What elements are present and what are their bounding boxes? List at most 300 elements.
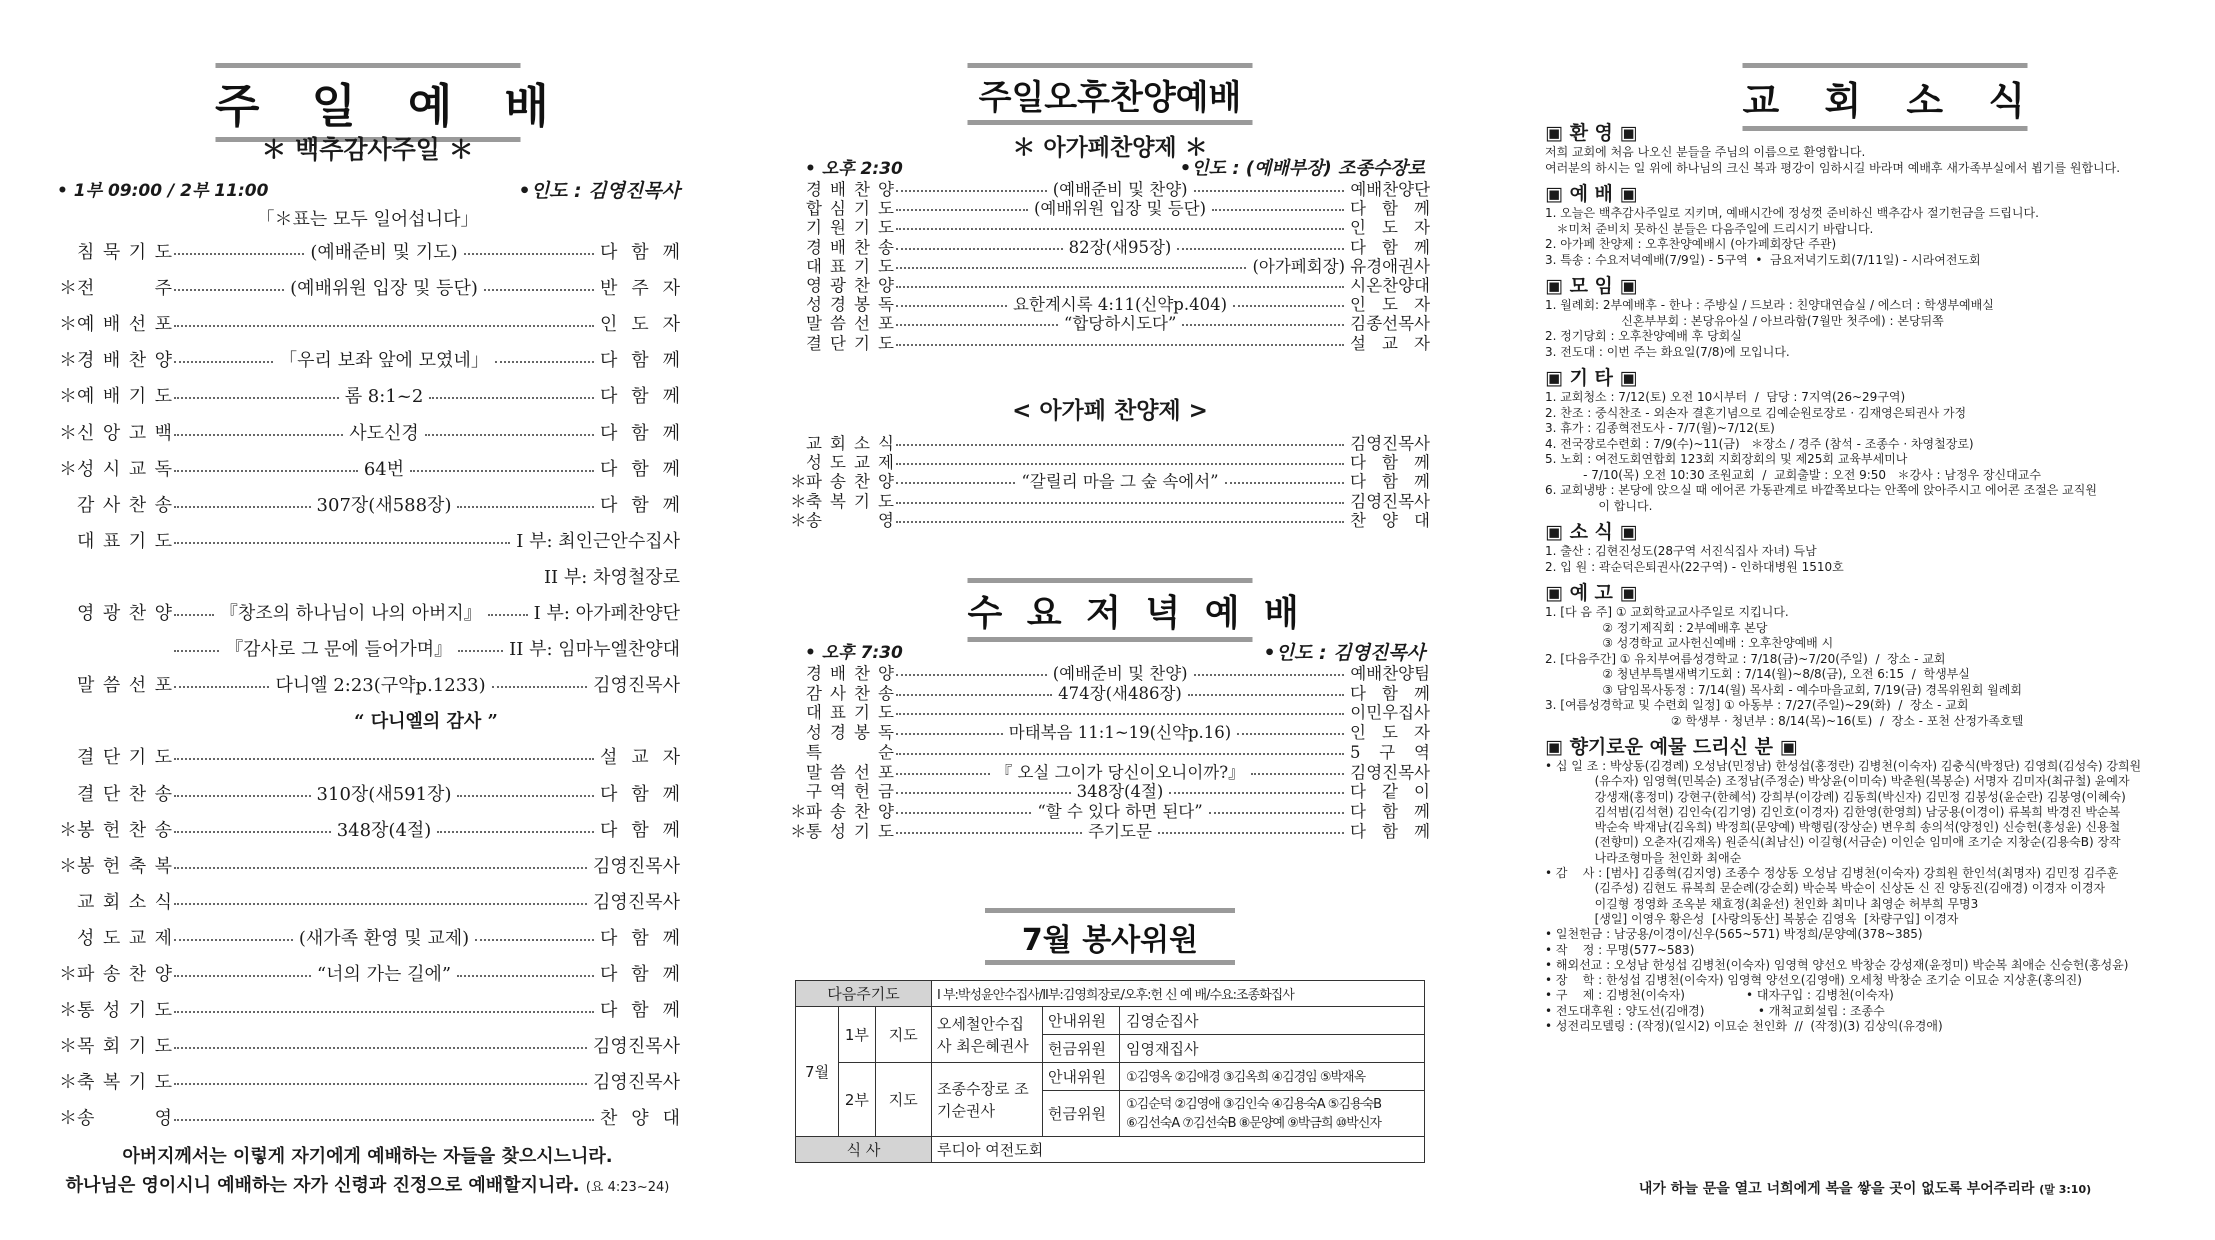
news-line: 2. 입 원 : 곽순덕은퇴권사(22구역) - 인하대병원 1510호 (1545, 559, 1844, 574)
row-label: 특 순 (806, 742, 894, 762)
news-line: • 성전리모델링 : (작정)(일시2) 이묘순 천인화 // (작정)(3) 김상익(유경애) (1545, 1019, 1943, 1034)
news-section (1545, 271, 2185, 360)
news-line: 이 합니다. (1545, 498, 1653, 513)
dot-leader (174, 975, 311, 977)
money-1: 임영재집사 (1126, 1040, 1199, 1058)
row-person: 김영진목사 (1350, 491, 1430, 511)
row-label: 구 역 헌 금 (806, 782, 894, 802)
row-person: (아가페회장) 유경애권사 (1252, 256, 1430, 276)
row-person: 다 같 이 (1350, 782, 1430, 802)
row-detail: 다니엘 2:23(구약p.1233) (275, 675, 486, 697)
row-person: 다 함 께 (600, 386, 680, 408)
dot-leader (896, 267, 1246, 269)
row-detail: 310장(새591장) (316, 783, 452, 805)
row-person: 찬 양 대 (600, 1108, 680, 1130)
row-label: 결 단 찬 송 (77, 783, 172, 805)
dot-leader (174, 506, 311, 508)
row-label: 대 표 기 도 (806, 703, 894, 723)
service-times: • 1부 09:00 / 2부 11:00 (57, 181, 269, 201)
row-detail: “갈릴리 마을 그 숲 속에서” (1021, 472, 1219, 492)
part2-money (1043, 1091, 1425, 1137)
news-section (1545, 179, 2185, 268)
row-label: 경 배 찬 양 (806, 664, 894, 683)
row-label: 예 배 선 포 (77, 314, 172, 336)
volunteers-title: 7월 봉사위원 (985, 908, 1235, 965)
row-label: 경 배 찬 양 (77, 350, 172, 372)
afternoon-subtitle: ＊ 아가페찬양제 ＊ (1012, 135, 1208, 161)
row-detail: 『감사로 그 문에 들어가며』 (225, 639, 453, 661)
news-line: 4. 전국장로수련회 : 7/9(수)~11(금) ＊장소 / 경주 (참석 - 조종수 · 차영철장로) (1545, 436, 1974, 451)
dot-leader (457, 975, 594, 977)
order-row (55, 816, 680, 842)
news-heading: ▣ 예 고 ▣ (1545, 582, 1638, 604)
row-label: 결 단 기 도 (77, 747, 172, 769)
row-person: 다 함 께 (600, 494, 681, 516)
news-line: • 장 학 : 한성섭 김병천(이숙자) 임영혁 양선오(김영애) 오세청 박창순 조기순 이묘순 지상훈(홍의진) (1545, 973, 2082, 988)
order-row (55, 599, 680, 625)
news-line: • 해외선교 : 오성남 한성섭 김병천(이숙자) 임영혁 양선오 박창순 강성재(윤정미) 박순복 최애순 신승헌(홍성윤) (1545, 957, 2129, 972)
verse-line-2 (55, 1171, 680, 1197)
row-person: 김영진목사 (593, 1072, 680, 1094)
news-section (1545, 517, 2185, 575)
row-person: 반 주 자 (600, 278, 681, 300)
row-person: 다 함 께 (600, 350, 680, 372)
row-detail: 마태복음 11:1~19(신약p.16) (1008, 723, 1232, 743)
news-line: 김석범(김석현) 김인숙(김기영) 김인호(이경자) 김한영(한영희) 남궁용(이경이) 류복희 박경진 박순복 (1545, 804, 2121, 819)
row-label: 침 묵 기 도 (77, 242, 172, 263)
dot-leader (174, 831, 331, 833)
news-line: • 감 사 : [범사] 김종혁(김지영) 조종수 정상동 오성남 김병천(이숙자) 강희원 한인석(최명자) 김민정 김주훈 (1545, 866, 2119, 881)
dot-leader (174, 253, 304, 255)
church-news-title: 교 회 소 식 (1743, 63, 2028, 131)
dot-leader (1212, 209, 1344, 211)
row-person: 인 도 자 (600, 314, 680, 336)
dot-leader (174, 542, 510, 544)
dot-leader (174, 758, 594, 760)
news-line: ③ 담임목사동정 : 7/14(월) 목사회 - 예수마을교회, 7/19(금) 경목위원회 월례회 (1545, 682, 2022, 697)
dot-leader (896, 753, 1344, 755)
guide2-names: 조종수장로 조기순권사 (932, 1063, 1043, 1137)
row-label: 감 사 찬 송 (806, 683, 894, 703)
news-line: 여러분의 하시는 일 위에 하나님의 크신 복과 평강이 임하시길 바라며 예배후 새가족부실에서 뵙기를 원합니다. (1545, 160, 2121, 175)
afternoon-time: • 오후 2:30 (805, 159, 903, 179)
row-person: 다 함 께 (600, 1000, 680, 1022)
row-person: 김영진목사 (1350, 434, 1430, 453)
money-2-names (1120, 1093, 1387, 1135)
row-detail: “너의 가는 길에” (316, 964, 452, 985)
dot-leader (484, 289, 594, 291)
row-star: ＊ (790, 801, 807, 821)
dot-leader (1251, 773, 1345, 775)
row-detail: 474장(새486장) (1058, 683, 1182, 703)
order-row (55, 888, 680, 914)
row-label: 교 회 소 식 (806, 434, 894, 453)
row-detail: (예배준비 및 찬양) (1052, 180, 1188, 199)
order-row (55, 743, 680, 769)
row-person: 다 함 께 (600, 819, 681, 841)
part1-money (1043, 1035, 1425, 1063)
row-star: ＊ (790, 491, 807, 511)
volunteers-table (795, 980, 1425, 1163)
news-line: 1. 월례회: 2부예배후 - 한나 : 주방실 / 드보라 : 친양대연습실 / 에스더 : 학생부예배실 (1545, 298, 1994, 312)
row-person: II 부: 임마누엘찬양대 (509, 639, 681, 661)
row-person: 시온찬양대 (1350, 276, 1430, 295)
row-detail: 주기도문 (1088, 821, 1152, 841)
verse-text: 하나님은 영이시니 예배하는 자가 신령과 진정으로 예배할지니라. (65, 1175, 580, 1196)
guide2-label: 지도 (875, 1063, 931, 1137)
row-label: 기 원 기 도 (806, 218, 894, 238)
row-label: 교 회 소 식 (77, 891, 172, 913)
row-person: 다 함 께 (600, 458, 681, 480)
row-person: 김영진목사 (1350, 762, 1430, 782)
row-label: 감 사 찬 송 (77, 494, 172, 516)
closing-verse: 내가 하늘 문을 열고 너희에게 복을 쌓을 곳이 없도록 부어주리라 (1638, 1181, 2035, 1197)
dot-leader (174, 1119, 594, 1121)
order-row (55, 238, 680, 264)
row-person: 예배찬양단 (1350, 180, 1431, 199)
order-row (790, 330, 1430, 354)
news-line: 이길형 정영화 조옥분 채효정(최윤선) 천인화 최미나 최영순 허부희 무명3 (1545, 896, 1979, 911)
dot-leader (896, 482, 1015, 484)
row-label: 목 회 기 도 (77, 1036, 172, 1058)
row-label: 전 주 (77, 278, 172, 300)
news-line: ② 청년부특별새벽기도회 : 7/14(월)~8/8(금), 오전 6:15 / 학생부실 (1545, 667, 1970, 681)
dot-leader (495, 361, 594, 363)
order-row (55, 852, 680, 878)
news-line: • 일천헌금 : 남궁용/이경이/신우(565~571) 박정희/문양예(378~385) (1545, 927, 1923, 942)
row-label: 성 시 교 독 (77, 458, 172, 480)
row-person: 다 함 께 (600, 927, 681, 949)
dot-leader (896, 228, 1344, 230)
order-row (790, 818, 1430, 842)
news-line: 3. 전도대 : 이번 주는 화요일(7/8)에 모입니다. (1545, 344, 1790, 359)
dot-leader (174, 361, 273, 363)
row-person: 예배찬양팀 (1350, 664, 1431, 683)
row-star: ＊ (59, 855, 77, 877)
row-star: ＊ (59, 314, 77, 336)
row-person: 다 함 께 (600, 783, 681, 805)
news-line: 2. 정기당회 : 오후찬양예배 후 당회실 (1545, 329, 1742, 343)
month-cell: 7월 (796, 1007, 839, 1137)
row-label: 축 복 기 도 (806, 491, 894, 511)
news-line: ② 학생부 · 청년부 : 8/14(목)~16(토) / 장소 - 포천 산정가족호텔 (1545, 713, 2024, 728)
dot-leader (896, 832, 1082, 834)
row-label: 결 단 기 도 (806, 333, 894, 353)
order-row (55, 346, 680, 372)
dot-leader (174, 614, 214, 616)
dot-leader (896, 713, 1344, 715)
money-label-1: 헌금위원 (1043, 1035, 1120, 1062)
news-section (1545, 118, 2185, 176)
news-line: 6. 교회냉방 : 본당에 앉으실 때 에어콘 가동관계로 바깥쪽보다는 안쪽에 앉아주시고 에어콘 조절은 교직원 (1545, 483, 2097, 497)
dot-leader (174, 903, 587, 905)
dot-leader (429, 397, 594, 399)
row-label: 말 씀 선 포 (806, 762, 894, 782)
row-detail: 『창조의 하나님이 나의 아버지』 (219, 603, 482, 624)
order-row (55, 1032, 680, 1058)
row-detail: (예배준비 및 찬양) (1052, 664, 1188, 683)
row-person: 다 함 께 (1350, 237, 1430, 257)
order-row (790, 507, 1430, 531)
verse-ref: (요 4:23~24) (585, 1180, 670, 1195)
row-star: ＊ (790, 821, 807, 841)
usher-label-1: 안내위원 (1043, 1007, 1120, 1034)
stand-note: 「＊표는 모두 일어섭니다」 (256, 209, 479, 230)
order-row (55, 996, 680, 1022)
news-line: 저희 교회에 처음 나오신 분들을 주님의 이름으로 환영합니다. (1545, 145, 1866, 159)
dot-leader (174, 289, 284, 291)
order-row (55, 382, 680, 408)
news-heading: ▣ 소 식 ▣ (1545, 521, 1638, 543)
order-row (55, 671, 680, 697)
row-person: 다 함 께 (1350, 453, 1430, 473)
dot-leader (1158, 832, 1344, 834)
row-detail: 「우리 보좌 앞에 모였네」 (279, 350, 489, 372)
row-label: 성 경 봉 독 (806, 295, 894, 315)
dot-leader (1209, 812, 1344, 814)
news-line: • 전도대후원 : 양도선(김애경) • 개척교회설립 : 조종수 (1545, 1003, 1885, 1018)
news-line: ＊미처 준비치 못하신 분들은 다음주일에 드리시기 바랍니다. (1545, 221, 1874, 236)
row-label: 파 송 찬 양 (77, 964, 172, 985)
row-person: 다 함 께 (1350, 683, 1430, 703)
dot-leader (174, 397, 339, 399)
row-star: ＊ (59, 1072, 77, 1094)
dot-leader (437, 831, 594, 833)
dot-leader (896, 190, 1047, 192)
meal-value: 루디아 여전도회 (932, 1137, 1425, 1163)
news-heading: ▣ 기 타 ▣ (1545, 367, 1638, 389)
row-star: ＊ (790, 472, 807, 492)
dot-leader (1194, 674, 1345, 676)
news-line: (전향미) 오춘자(김재옥) 원준식(최남신) 이길형(서금순) 이인순 임미애 조기순 지창순(김용숙B) 장작 (1545, 835, 2121, 850)
dot-leader (1225, 482, 1344, 484)
news-line: 신혼부부회 : 본당유아실 / 아브라함(7월만 첫주에) : 본당뒤쪽 (1545, 313, 1944, 328)
news-line: 1. 오늘은 백추감사주일로 지키며, 예배시간에 정성껏 준비하신 백추감사 절기헌금을 드립니다. (1545, 206, 2039, 220)
row-label: 축 복 기 도 (77, 1072, 172, 1094)
row-person: 다 함 께 (600, 422, 680, 444)
row-person: 5 구 역 (1350, 742, 1430, 762)
news-line: • 십 일 조 : 박상동(김경례) 오성남(민정남) 한성섭(홍정란) 김병천(이숙자) 김충식(박정단) 김영희(김성숙) 강희원 (1545, 759, 2142, 773)
row-person: 인 도 자 (1350, 723, 1430, 743)
row-person: 김영진목사 (593, 891, 680, 913)
dot-leader (1182, 324, 1344, 326)
row-detail: 348장(4절) (336, 819, 432, 841)
row-person: 이민우집사 (1350, 703, 1430, 723)
row-person: 김영진목사 (593, 675, 681, 697)
row-star: ＊ (59, 278, 77, 300)
row-label: 신 앙 고 백 (77, 422, 172, 444)
row-label: 성 도 교 제 (77, 927, 172, 949)
dot-leader (457, 506, 594, 508)
news-line: 1. 교회청소 : 7/12(토) 오전 10시부터 / 담당 : 7지역(26~29구역) (1545, 390, 1906, 404)
order-row (55, 419, 680, 445)
news-line: (유수자) 임영혁(민복순) 조정남(주정순) 박상윤(이미숙) 박춘원(복봉순) 서명자 김미자(최규철) 윤예자 (1545, 774, 2130, 789)
row-detail: (새가족 환영 및 교제) (298, 927, 470, 949)
row-label: 예 배 기 도 (77, 386, 172, 408)
usher-2: ①김영옥 ②김애경 ③김옥희 ④김경임 ⑤박재옥 (1126, 1070, 1366, 1085)
dot-leader (174, 1083, 587, 1085)
row-label: 봉 헌 찬 송 (77, 819, 172, 841)
dot-leader (896, 773, 990, 775)
dot-leader (1169, 792, 1344, 794)
news-line: 3. 특송 : 수요저녁예배(7/9일) - 5구역 • 금요저녁기도회(7/11일) - 시라여전도회 (1545, 252, 1981, 267)
news-heading: ▣ 환 영 ▣ (1545, 122, 1638, 144)
row-star: ＊ (59, 1108, 77, 1130)
dot-leader (896, 286, 1344, 288)
news-section (1545, 363, 2185, 514)
dot-leader (425, 434, 594, 436)
closing-ref: (말 3:10) (2039, 1183, 2092, 1196)
row-person: 인 도 자 (1350, 295, 1431, 315)
row-label: 대 표 기 도 (77, 530, 172, 552)
row-detail: 롬 8:1~2 (344, 386, 424, 408)
dot-leader (896, 674, 1047, 676)
order-row (55, 563, 680, 589)
next-prayer-label: 다음주기도 (796, 981, 932, 1007)
dot-leader (174, 434, 343, 436)
usher-1: 김영순집사 (1126, 1012, 1199, 1030)
wednesday-service-title: 수 요 저 녁 예 배 (968, 578, 1253, 642)
news-line: 2. [다음주간] ① 유치부여름성경학교 : 7/18(금)~7/20(주일) / 장소 - 교회 (1545, 651, 1946, 666)
next-prayer-value: I 부:박성윤안수집사/II부:김영희장로/오후:헌 신 예 배/수요:조종화집사 (932, 981, 1425, 1007)
dot-leader (1177, 248, 1344, 250)
row-person: 김영진목사 (593, 1036, 680, 1058)
row-person: I 부: 최인근안수집사 (516, 530, 680, 552)
afternoon-leader: •인도 : (예배부장) 조종수장로 (1179, 158, 1425, 179)
order-row (55, 707, 680, 733)
row-detail: “합당하시도다” (1063, 314, 1177, 334)
row-star: ＊ (59, 1000, 77, 1022)
news-line: - 7/10(목) 오전 10:30 조원교회 / 교회출발 : 오전 9:50 ＊강사 : 남정우 장신대교수 (1545, 467, 2041, 482)
row-label: 봉 헌 축 복 (77, 855, 172, 877)
row-person: 설 교 자 (1350, 333, 1430, 353)
part2-usher (1043, 1063, 1425, 1091)
row-person: 인 도 자 (1350, 218, 1430, 238)
news-line: 2. 아가페 찬양제 : 오후찬양예배시 (아가페회장단 주관) (1545, 237, 1837, 251)
part1-cell: 1부 (839, 1007, 875, 1063)
news-heading: ▣ 모 임 ▣ (1545, 275, 1638, 297)
row-detail: (예배준비 및 기도) (310, 242, 458, 263)
row-person: 찬 양 대 (1350, 510, 1430, 530)
order-row (55, 491, 680, 517)
verse-line-1: 아버지께서는 이렇게 자기에게 예배하는 자들을 찾으시느니라. (122, 1146, 613, 1167)
dot-leader (174, 867, 587, 869)
row-person: 다 함 께 (600, 964, 680, 985)
news-line: 1. [다 음 주] ① 교회학교교사주일로 지킵니다. (1545, 605, 1789, 619)
dot-leader (174, 1047, 587, 1049)
order-row (55, 780, 680, 806)
news-line: • 작 정 : 무명(577~583) (1545, 942, 1695, 957)
row-label: 경 배 찬 송 (806, 237, 894, 257)
money-2b: ⑥김선숙A ⑦김선숙B ⑧문양예 ⑨박금희 ⑩박신자 (1126, 1115, 1381, 1131)
row-person: 김종선목사 (1350, 314, 1430, 334)
row-label: 통 성 기 도 (77, 1000, 172, 1022)
news-line: 박순숙 박재남(김옥희) 박정희(문양예) 박행림(장상순) 변우희 송의석(양정인) 신승헌(홍성윤) 신용철 (1545, 820, 2121, 835)
dot-leader (896, 305, 1007, 307)
dot-leader (174, 939, 293, 941)
dot-leader (896, 812, 1031, 814)
row-person: II 부: 차영철장로 (543, 566, 680, 588)
row-detail: (예배위원 입장 및 등단) (1033, 199, 1207, 219)
news-line: • 구 제 : 김병천(이숙자) • 대자구입 : 김병천(이숙자) (1545, 988, 1894, 1003)
row-detail: 『 오실 그이가 당신이오니이까?』 (995, 762, 1245, 782)
dot-leader (896, 324, 1058, 326)
news-heading: ▣ 향기로운 예물 드리신 분 ▣ (1545, 736, 1798, 758)
row-label: 성 경 봉 독 (806, 723, 894, 743)
row-person: 다 함 께 (1350, 472, 1430, 492)
dot-leader (492, 686, 587, 688)
row-label: 합 심 기 도 (806, 199, 894, 219)
dot-leader (1194, 190, 1345, 192)
dot-leader (896, 248, 1063, 250)
news-line: ② 정기제직회 : 2부예배후 본당 (1545, 620, 1768, 635)
order-row (55, 1104, 680, 1130)
row-label: 성 도 교 제 (806, 453, 894, 473)
meal-label: 식 사 (796, 1137, 932, 1163)
order-row (55, 924, 680, 950)
dot-leader (410, 470, 594, 472)
row-label: 대 표 기 도 (806, 256, 894, 276)
row-detail: 요한계시록 4:11(신약p.404) (1012, 295, 1228, 315)
row-detail: 82장(새95장) (1068, 237, 1172, 257)
order-row (55, 1068, 680, 1094)
row-star: ＊ (59, 422, 77, 444)
row-person: 다 함 께 (600, 242, 680, 263)
dot-leader (457, 795, 594, 797)
sunday-service-subtitle: ＊ 백추감사주일 ＊ (261, 135, 474, 164)
order-row (55, 960, 680, 986)
row-star: ＊ (59, 350, 77, 372)
guide1-label: 지도 (875, 1007, 931, 1063)
dot-leader (488, 614, 528, 616)
row-detail: 307장(새588장) (316, 494, 452, 516)
news-line: 3. 휴가 : 김종혁전도사 - 7/7(월)~7/12(토) (1545, 421, 1775, 435)
order-row (55, 274, 680, 300)
news-line: 2. 찬조 : 중식찬조 - 외손자 결혼기념으로 김예순원로장로 · 김재영은퇴권사 가정 (1545, 405, 1967, 420)
dot-leader (1237, 733, 1344, 735)
row-label: 파 송 찬 양 (806, 801, 894, 821)
dot-leader (174, 325, 594, 327)
guide1-names: 오세철안수집사 최은혜권사 (932, 1007, 1043, 1063)
dot-leader (896, 209, 1028, 211)
news-line: 1. 출산 : 김현진성도(28구역 서진식집사 자녀) 득남 (1545, 544, 1817, 558)
order-row (55, 455, 680, 481)
news-line: 5. 노회 : 여전도회연합회 123회 지회장회의 및 제25회 교육부세미나 (1545, 452, 1908, 466)
row-person: 설 교 자 (600, 747, 680, 769)
sunday-service-title: 주 일 예 배 (215, 63, 520, 142)
dot-leader (896, 463, 1344, 465)
part2-cell: 2부 (839, 1063, 875, 1137)
row-label: 송 영 (806, 510, 894, 530)
row-star: ＊ (59, 386, 77, 408)
dot-leader (1233, 305, 1344, 307)
part1-roles (1043, 1007, 1425, 1035)
row-star: ＊ (790, 510, 807, 530)
row-detail: “할 수 있다 하면 된다” (1037, 801, 1203, 821)
dot-leader (896, 792, 1071, 794)
dot-leader (1188, 694, 1344, 696)
row-person: 다 함 께 (1350, 821, 1431, 841)
row-label: 영 광 찬 양 (77, 603, 172, 624)
row-detail: “ 다니엘의 감사 ” (354, 711, 498, 733)
wednesday-leader: •인도 : 김영진목사 (1263, 642, 1425, 664)
news-heading: ▣ 예 배 ▣ (1545, 183, 1638, 205)
dot-leader (896, 521, 1344, 523)
agape-title: < 아가페 찬양제 > (1012, 398, 1208, 424)
row-label: 송 영 (77, 1108, 172, 1130)
row-person: 김영진목사 (593, 855, 680, 877)
dot-leader (896, 694, 1052, 696)
